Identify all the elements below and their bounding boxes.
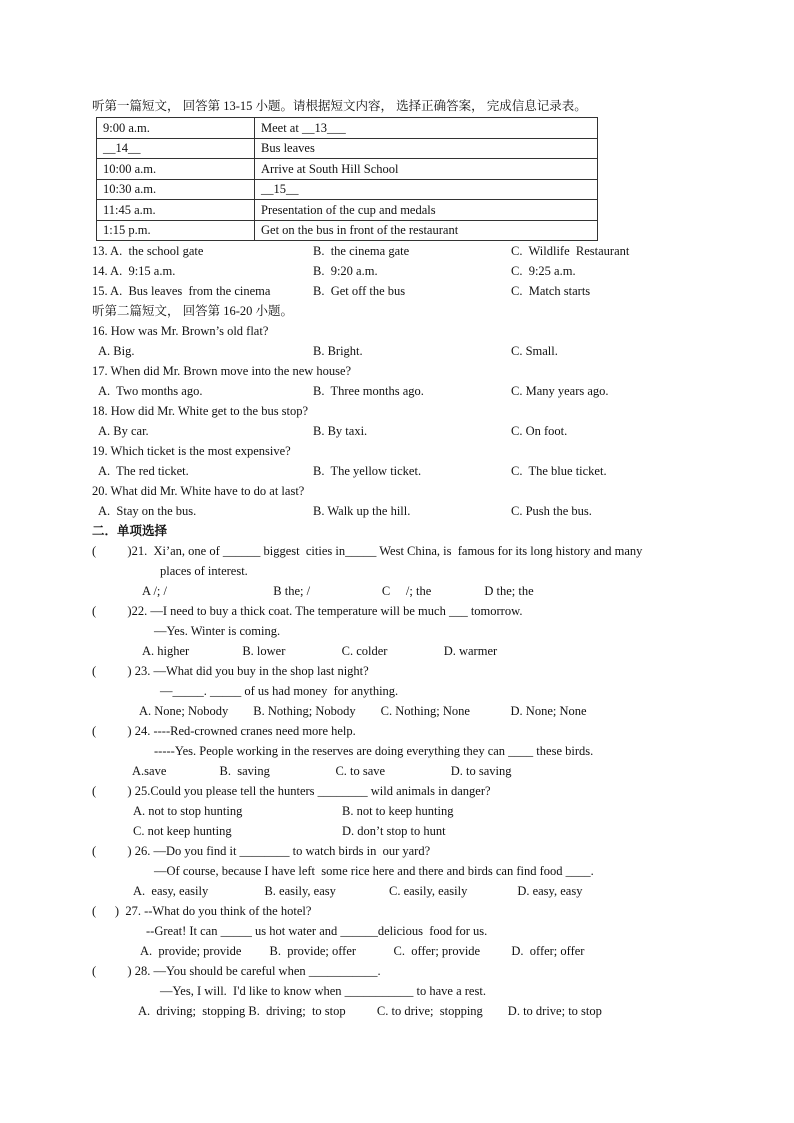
q14-option-a: 14. A. 9:15 a.m. — [92, 264, 176, 278]
q26-options: A. easy, easily B. easily, easy C. easily, easily D. easy, easy — [133, 884, 583, 898]
table-row — [97, 179, 598, 200]
q14-option-b: B. 9:20 a.m. — [313, 264, 378, 278]
q28-reply: —Yes, I will. I'd like to know when ___________ to have a rest. — [160, 984, 486, 998]
section1-intro: 听第一篇短文， 回答第 13-15 小题。请根据短文内容， 选择正确答案， 完成信息记录表。 — [92, 99, 587, 113]
table-row — [97, 138, 598, 159]
q23-reply: —_____. _____ of us had money for anything. — [160, 684, 399, 698]
q15-option-b: B. Get off the bus — [313, 284, 406, 298]
q21-options: A /; / B the; / C /; the D the; the — [142, 584, 534, 598]
q25-option-b: B. not to keep hunting — [342, 804, 454, 818]
table-row — [97, 220, 598, 241]
q25-option-a: A. not to stop hunting — [133, 804, 243, 818]
event-cell: Arrive at South Hill School — [255, 159, 598, 180]
q19-option-c: C. The blue ticket. — [511, 464, 607, 478]
q16-option-b: B. Bright. — [313, 344, 363, 358]
q16-option-c: C. Small. — [511, 344, 558, 358]
q14-option-c: C. 9:25 a.m. — [511, 264, 576, 278]
q13-option-a: 13. A. the school gate — [92, 244, 204, 258]
event-cell: Bus leaves — [255, 138, 598, 159]
q22-options: A. higher B. lower C. colder D. warmer — [142, 644, 498, 658]
q16-option-a: A. Big. — [98, 344, 135, 358]
q21-stem: ( )21. Xi’an, one of ______ biggest cities in_____ West China, is famous for its long history and many — [92, 544, 643, 558]
q24-reply: -----Yes. People working in the reserves are doing everything they can ____ these birds. — [154, 744, 594, 758]
q18-option-a: A. By car. — [98, 424, 149, 438]
q15-option-a: 15. A. Bus leaves from the cinema — [92, 284, 271, 298]
q17-option-b: B. Three months ago. — [313, 384, 424, 398]
q21-stem-cont: places of interest. — [160, 564, 248, 578]
event-cell: Meet at __13___ — [255, 118, 598, 139]
q19-option-a: A. The red ticket. — [98, 464, 189, 478]
q20-option-c: C. Push the bus. — [511, 504, 592, 518]
q28-options: A. driving; stopping B. driving; to stop C. to drive; stopping D. to drive; to stop — [138, 1004, 602, 1018]
part2-heading: 二．单项选择 — [92, 524, 168, 538]
q13-option-c: C. Wildlife Restaurant — [511, 244, 630, 258]
time-cell: 10:00 a.m. — [97, 159, 255, 180]
table-row — [97, 118, 598, 139]
time-cell: 9:00 a.m. — [97, 118, 255, 139]
q25-stem: ( ) 25.Could you please tell the hunters ________ wild animals in danger? — [92, 784, 491, 798]
q22-reply: —Yes. Winter is coming. — [154, 624, 281, 638]
q23-stem: ( ) 23. —What did you buy in the shop last night? — [92, 664, 369, 678]
q18-option-b: B. By taxi. — [313, 424, 368, 438]
q25-option-d: D. don’t stop to hunt — [342, 824, 446, 838]
q27-options: A. provide; provide B. provide; offer C. offer; provide D. offer; offer — [140, 944, 585, 958]
q19-option-b: B. The yellow ticket. — [313, 464, 422, 478]
table-row — [97, 159, 598, 180]
q16-stem: 16. How was Mr. Brown’s old flat? — [92, 324, 269, 338]
q13-option-b: B. the cinema gate — [313, 244, 410, 258]
q26-stem: ( ) 26. —Do you find it ________ to watch birds in our yard? — [92, 844, 431, 858]
event-cell: Get on the bus in front of the restaurant — [255, 220, 598, 241]
q28-stem: ( ) 28. —You should be careful when ___________. — [92, 964, 381, 978]
q20-option-a: A. Stay on the bus. — [98, 504, 197, 518]
q27-stem: ( ) 27. --What do you think of the hotel? — [92, 904, 312, 918]
q19-stem: 19. Which ticket is the most expensive? — [92, 444, 291, 458]
q20-stem: 20. What did Mr. White have to do at last? — [92, 484, 305, 498]
event-cell: __15__ — [255, 179, 598, 200]
q27-reply: --Great! It can _____ us hot water and ______delicious food for us. — [146, 924, 488, 938]
time-cell: 10:30 a.m. — [97, 179, 255, 200]
q17-stem: 17. When did Mr. Brown move into the new house? — [92, 364, 352, 378]
q25-option-c: C. not keep hunting — [133, 824, 232, 838]
q20-option-b: B. Walk up the hill. — [313, 504, 411, 518]
section2-intro: 听第二篇短文， 回答第 16-20 小题。 — [92, 304, 294, 318]
info-record-table — [96, 117, 598, 241]
event-cell: Presentation of the cup and medals — [255, 200, 598, 221]
q24-options: A.save B. saving C. to save D. to saving — [132, 764, 512, 778]
q24-stem: ( ) 24. ----Red-crowned cranes need more help. — [92, 724, 356, 738]
q17-option-a: A. Two months ago. — [98, 384, 203, 398]
time-cell: __14__ — [97, 138, 255, 159]
q18-option-c: C. On foot. — [511, 424, 568, 438]
q17-option-c: C. Many years ago. — [511, 384, 609, 398]
q22-stem: ( )22. —I need to buy a thick coat. The temperature will be much ___ tomorrow. — [92, 604, 523, 618]
time-cell: 11:45 a.m. — [97, 200, 255, 221]
q26-reply: —Of course, because I have left some rice here and there and birds can find food ____. — [154, 864, 594, 878]
q15-option-c: C. Match starts — [511, 284, 591, 298]
q18-stem: 18. How did Mr. White get to the bus stop? — [92, 404, 309, 418]
q23-options: A. None; Nobody B. Nothing; Nobody C. Nothing; None D. None; None — [139, 704, 587, 718]
table-row — [97, 200, 598, 221]
time-cell: 1:15 p.m. — [97, 220, 255, 241]
